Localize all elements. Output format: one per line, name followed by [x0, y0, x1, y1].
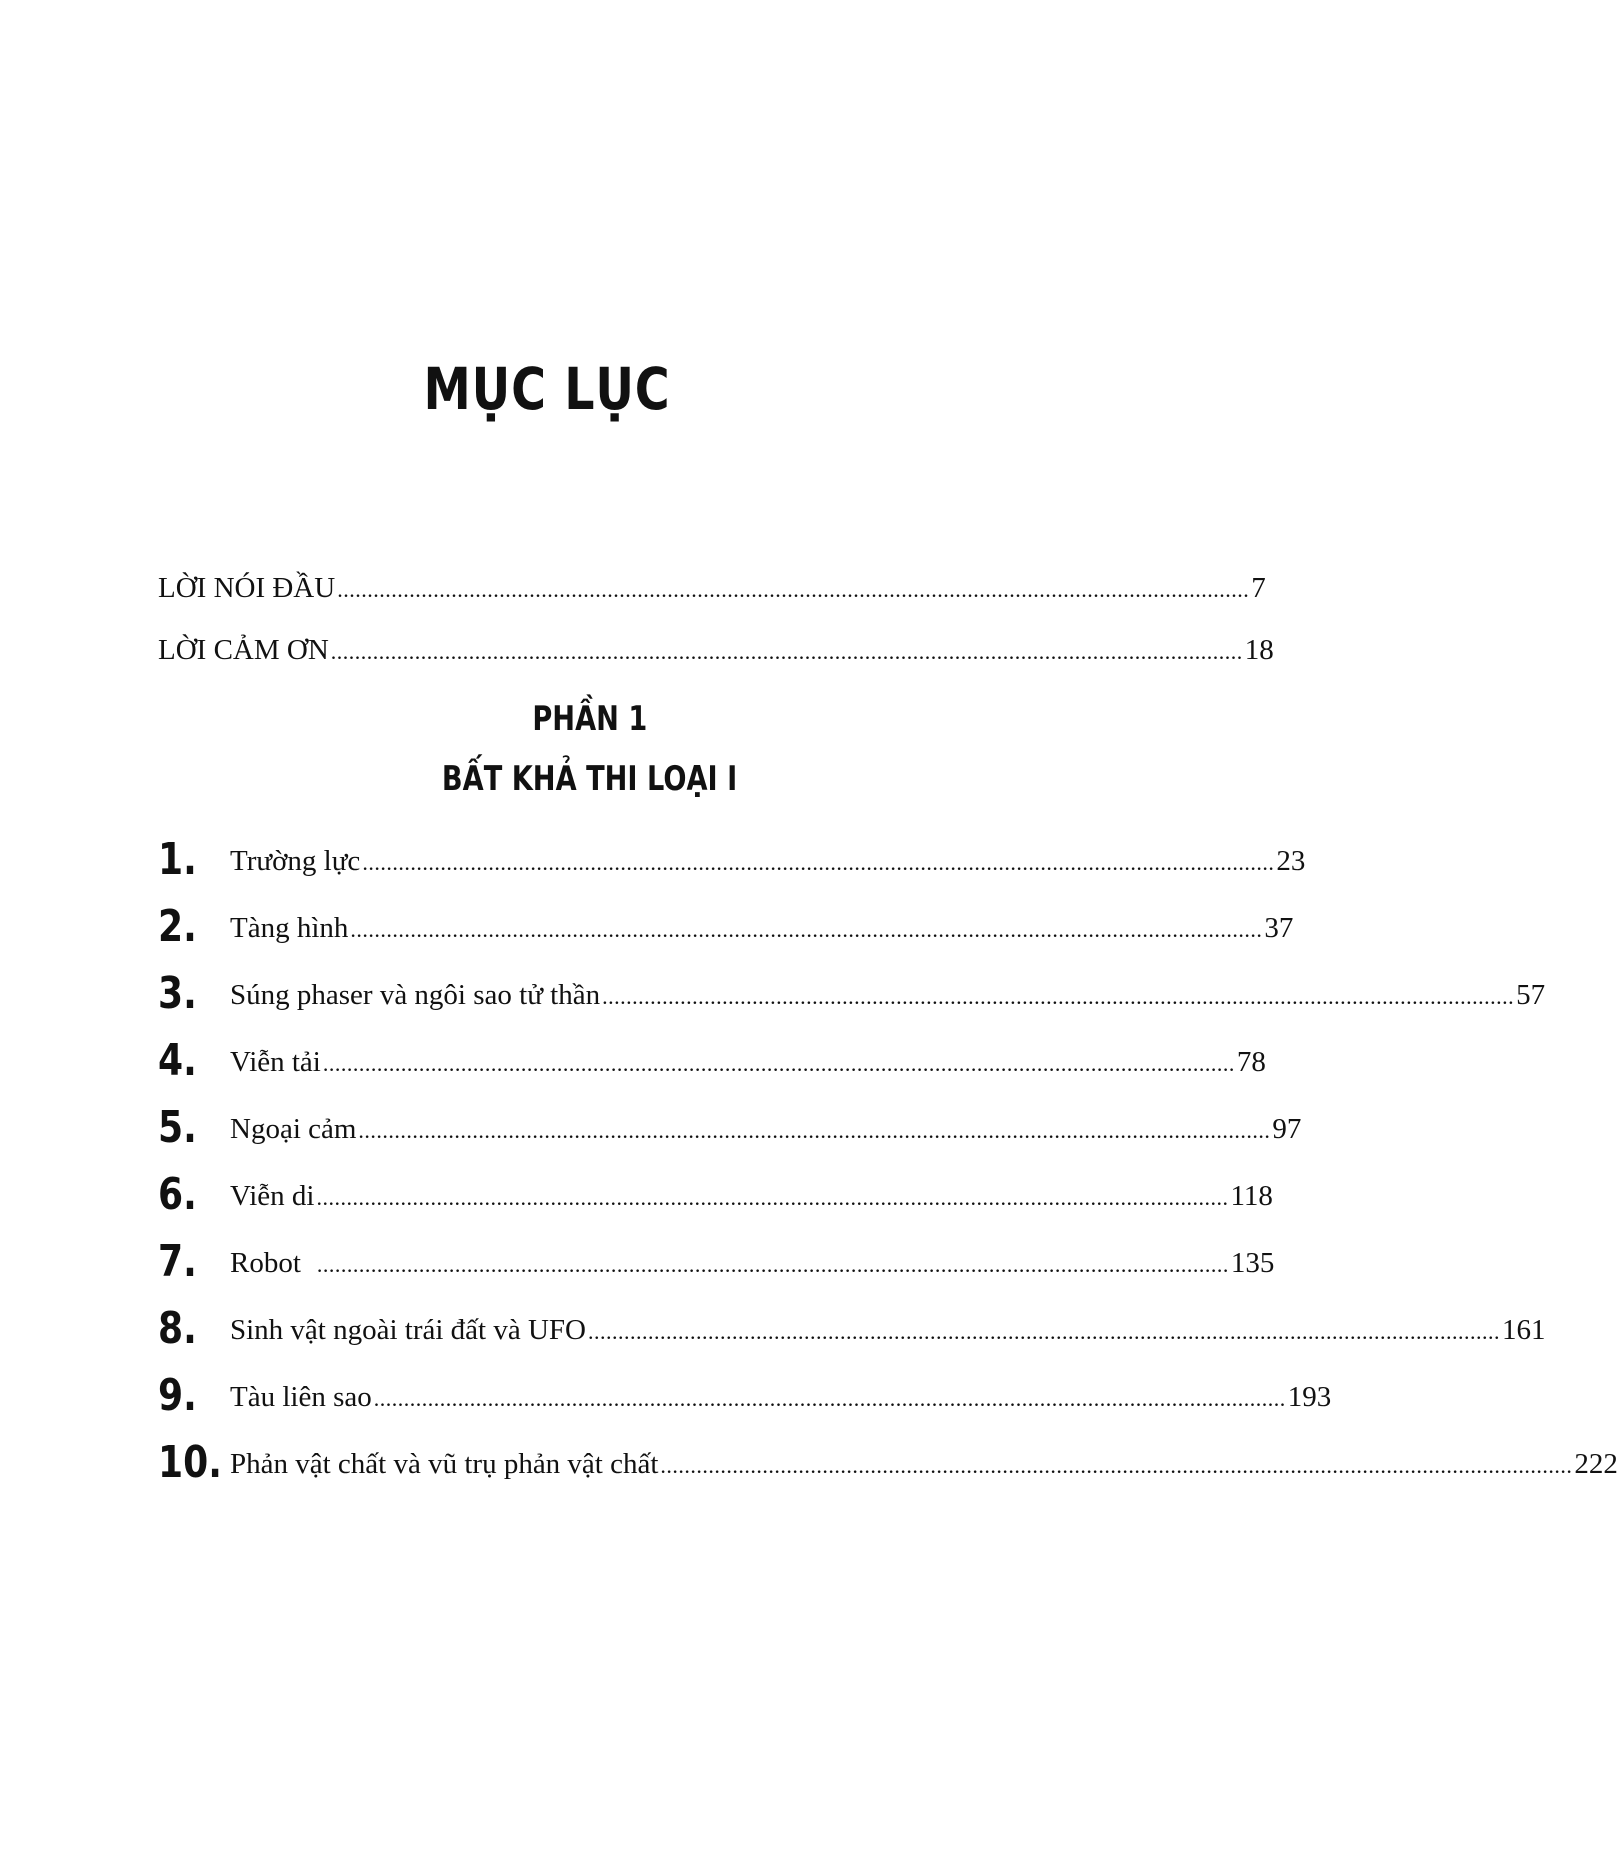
chapter-title: Súng phaser và ngôi sao tử thần	[230, 979, 601, 1011]
dot-leader: ........................................................................................................................................................	[316, 1252, 1229, 1277]
chapter-number: 5.	[158, 1102, 197, 1153]
chapter-title: Phản vật chất và vũ trụ phản vật chất	[230, 1448, 659, 1480]
chapter-page: 57	[1516, 979, 1546, 1011]
chapter-title: Robot	[230, 1247, 301, 1279]
toc-entry-label: LỜI CẢM ƠN	[158, 634, 329, 666]
chapter-page: 37	[1264, 912, 1294, 944]
dot-leader: ........................................................................................................................................................	[588, 1319, 1501, 1344]
chapter-title: Ngoại cảm	[230, 1113, 357, 1145]
chapter-number: 6.	[158, 1169, 197, 1220]
toc-chapter-7[interactable]	[158, 1236, 1275, 1287]
chapter-page: 135	[1230, 1247, 1275, 1279]
part-number-heading: PHẦN 1	[532, 699, 648, 739]
chapter-number: 9.	[158, 1370, 197, 1421]
toc-entry-acknowledgements[interactable]	[158, 630, 1274, 670]
chapter-page: 23	[1276, 845, 1306, 877]
toc-entry-label: LỜI NÓI ĐẦU	[158, 572, 336, 604]
chapter-page: 222	[1574, 1448, 1618, 1480]
chapter-title: Sinh vật ngoài trái đất và UFO	[230, 1314, 587, 1346]
dot-leader: ........................................................................................................................................................	[660, 1453, 1573, 1478]
toc-chapter-10[interactable]	[158, 1437, 1618, 1488]
page-title: MỤC LỤC	[423, 355, 671, 423]
chapter-title: Tàu liên sao	[230, 1381, 372, 1413]
dot-leader: ........................................................................................................................................................	[330, 639, 1243, 664]
chapter-number: 1.	[158, 834, 197, 885]
chapter-title: Tàng hình	[230, 912, 349, 944]
toc-chapter-9[interactable]	[158, 1370, 1332, 1421]
toc-entry-page: 7	[1251, 572, 1266, 604]
chapter-number: 10.	[158, 1437, 222, 1488]
dot-leader: ........................................................................................................................................................	[362, 850, 1275, 875]
dot-leader: ........................................................................................................................................................	[316, 1185, 1229, 1210]
toc-chapter-1[interactable]	[158, 834, 1306, 885]
chapter-title: Viễn di	[230, 1180, 315, 1212]
chapter-page: 78	[1236, 1046, 1266, 1078]
chapter-number: 8.	[158, 1303, 197, 1354]
chapter-number: 2.	[158, 901, 197, 952]
dot-leader: ........................................................................................................................................................	[602, 984, 1515, 1009]
toc-entry-preface[interactable]	[158, 568, 1266, 608]
chapter-number: 4.	[158, 1035, 197, 1086]
toc-chapter-5[interactable]	[158, 1102, 1302, 1153]
dot-leader: ........................................................................................................................................................	[373, 1386, 1286, 1411]
dot-leader: ........................................................................................................................................................	[322, 1051, 1235, 1076]
chapter-page: 161	[1502, 1314, 1546, 1346]
toc-entry-page: 18	[1244, 634, 1274, 666]
part-name-heading: BẤT KHẢ THI LOẠI I	[442, 759, 738, 799]
chapter-title: Trường lực	[230, 845, 361, 877]
chapter-page: 97	[1272, 1113, 1302, 1145]
dot-leader: ........................................................................................................................................................	[337, 577, 1250, 602]
chapter-page: 193	[1287, 1381, 1332, 1413]
chapter-page: 118	[1230, 1180, 1273, 1212]
dot-leader: ........................................................................................................................................................	[358, 1118, 1271, 1143]
toc-chapter-4[interactable]	[158, 1035, 1266, 1086]
chapter-number: 3.	[158, 968, 197, 1019]
toc-chapter-2[interactable]	[158, 901, 1294, 952]
dot-leader: ........................................................................................................................................................	[350, 917, 1263, 942]
toc-chapter-6[interactable]	[158, 1169, 1273, 1220]
toc-chapter-8[interactable]	[158, 1303, 1546, 1354]
chapter-number: 7.	[158, 1236, 197, 1287]
chapter-title: Viễn tải	[230, 1046, 321, 1078]
toc-chapter-3[interactable]	[158, 968, 1546, 1019]
